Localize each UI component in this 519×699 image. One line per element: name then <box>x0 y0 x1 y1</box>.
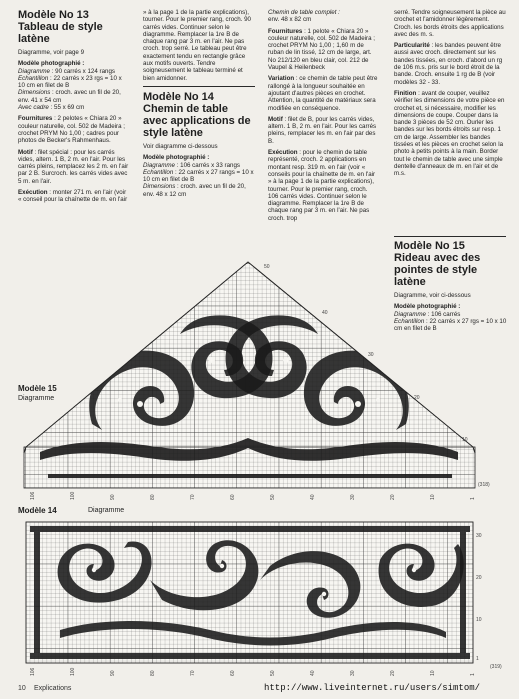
model-15-photo-heading: Modèle photographié : <box>394 303 461 311</box>
model-14-sample-label: Echantillon <box>143 168 174 176</box>
table-runner-complete-label: Chemin de table complet : <box>268 9 340 16</box>
model-14-variation-text: : ce chemin de table peut être rallongé à la longueur souhaitée en ajoutant d'autres pièces en crochet. Attention, la quantité de matériaux sera modifiée en conséquence. <box>268 75 378 112</box>
model-14-dimensions-text: : croch. avec un fil de 20, env. 48 x 12 cm <box>143 183 246 198</box>
model-14-variation-label: Variation <box>268 75 295 83</box>
chart14-column-tick: 10 <box>430 670 436 676</box>
model-14-motif-label: Motif <box>268 115 283 123</box>
section-name: Explications <box>34 685 72 692</box>
chart-14-row-tick: 30 <box>476 533 482 539</box>
chart15-column-tick: 100 <box>70 491 76 500</box>
model-14-execution-label: Exécution <box>268 149 298 157</box>
chart15-column-tick: 106 <box>30 491 36 500</box>
model-13-dimensions-text: : croch. avec un fil de 20, env. 41 x 54 cm <box>18 89 121 104</box>
model-14-diagram-ref: Voir diagramme ci-dessous <box>143 142 218 150</box>
chart14-column-tick: 80 <box>150 670 156 676</box>
table-runner-complete-size: env. 48 x 82 cm <box>268 16 312 24</box>
model-13-diagram-label: Diagramme <box>18 67 50 75</box>
model-13-execution-label: Exécution <box>18 189 48 197</box>
model-13-motif-label: Motif <box>18 148 33 156</box>
chart-15-row-tick: 30 <box>368 352 374 358</box>
model-15-diagram-ref: Diagramme, voir ci-dessous <box>394 292 471 299</box>
model-13-sample-label: Echantillon <box>18 74 49 82</box>
model-13-dimensions-label: Dimensions <box>18 89 51 97</box>
chart-14-label: Modèle 14 <box>18 506 57 515</box>
model-13-frame-label: Avec cadre <box>18 104 49 112</box>
model-14-number: Modèle No 14 <box>143 90 214 103</box>
model-13-diagram-ref: Diagramme, voir page 9 <box>18 49 85 56</box>
model-13-photo-heading: Modèle photographié : <box>18 60 85 68</box>
model-13-continued-text: » à la page 1 de la partie explications), tourner. Pour le premier rang, croch. 90 carrés vides. Continuer selon le diagramme. Remplacer la 1re B de chaque rang par 3 m. en l'air. Ne pas croch. trop serré. Le tableau peut être exactement tendu en rectangle grâce aux motifs ouverts. Tendre soigneusement le tableau terminé et bien amidonner. <box>143 9 251 82</box>
model-15-sample-text: : 22 carrés x 27 rgs = 10 x 10 cm en filet de B <box>394 317 507 333</box>
model-13-diagram-text: : 90 carrés x 124 rangs <box>49 67 115 75</box>
model-13-number: Modèle No 13 <box>18 9 89 21</box>
model-15-number: Modèle No 15 <box>394 240 465 252</box>
model-14-finishing-text: : avant de couper, veuillez vérifier les dimensions de votre pièce en crochet et, si nécessaire, modifier les dimensions de coupe. Couper dans la bande 3 pièces de 52 cm. Ourler les bandes sur les bords étroits sur resp. 1 cm de large. Assembler les bandes tissées et les pièces en crochet selon la photo à petits points à la main. Border tout le chemin de table avec une simple dentelle d'anneaux de m. en l'air et de m.s. <box>394 89 505 178</box>
model-13-motif-text: : filet spécial : pour les carrés vides, altern. 1 B, 2 m. en l'air. Pour les carrés pleins, remplacez les 2 m. en l'air par 2 B. Surcroch. les carrés vides avec 5 m. en l'air. <box>18 148 129 185</box>
model-14-continued-text: serré. Tendre soigneusement la pièce au crochet et l'amidonner légèrement. Croch. les bords étroits des applications avec des m. s. <box>394 9 506 38</box>
chart14-column-tick: 40 <box>310 670 316 676</box>
model-13-sample-text: : 22 carrés x 23 rgs = 10 x 10 cm en filet de B <box>18 74 122 90</box>
chart14-column-tick: 30 <box>350 670 356 676</box>
model-15-sample-label: Echantillon <box>394 317 425 325</box>
model-13-title: Tableau de style latène <box>18 21 103 45</box>
model-13-frame-text: : 55 x 69 cm <box>48 104 85 112</box>
model-13-supplies-text: : 2 pelotes « Chiara 20 » couleur naturelle, col. 502 de Madeira ; crochet PRYM No 1,00 ; cadres pour photos de Becker's Rahmenhaus. <box>18 115 125 145</box>
chart-15-row-tick: 10 <box>462 437 468 443</box>
chart15-column-tick: 10 <box>430 494 436 500</box>
model-14-particularity-label: Particularité <box>394 42 430 50</box>
chart15-column-tick: 60 <box>230 494 236 500</box>
model-14-diagram-text: : 106 carrés x 33 rangs <box>174 161 240 169</box>
chart-14-row-tick: 10 <box>476 617 482 623</box>
model-14-sample-text: : 22 carrés x 27 rangs = 10 x 10 cm en filet de B <box>143 168 254 184</box>
chart14-column-tick: 50 <box>270 670 276 676</box>
model-15-title: Rideau avec des pointes de style latène <box>394 252 481 288</box>
chart-14-row-tick: 1 <box>476 656 479 662</box>
chart14-column-tick: 100 <box>70 667 76 676</box>
source-watermark-url: http://www.liveinternet.ru/users/simtom/ <box>264 683 481 693</box>
model-14-dimensions-label: Dimensions <box>143 183 176 191</box>
model-14-photo-heading: Modèle photographié : <box>143 154 210 162</box>
chart15-column-tick: 90 <box>110 494 116 500</box>
chart-15-start-label: (318) <box>478 482 490 488</box>
model-14-diagram-label: Diagramme <box>143 161 175 169</box>
chart-15-label: Modèle 15 <box>18 384 57 393</box>
chart-15-sublabel: Diagramme <box>18 395 55 402</box>
chart-14-row-tick: 20 <box>476 575 482 581</box>
chart14-column-tick: 60 <box>230 670 236 676</box>
chart15-column-tick: 70 <box>190 494 196 500</box>
chart14-column-tick: 90 <box>110 670 116 676</box>
model-15-diagram-label: Diagramme <box>394 310 426 318</box>
chart-15-row-tick: 40 <box>322 310 328 316</box>
model-15-diagram-text: : 106 carrés <box>425 310 461 318</box>
chart14-column-tick: 1 <box>470 673 476 676</box>
chart14-column-tick: 20 <box>390 670 396 676</box>
chart15-column-tick: 50 <box>270 494 276 500</box>
chart15-column-tick: 30 <box>350 494 356 500</box>
model-13-execution-text: : monter 271 m. en l'air (voir « conseil pour la chaînette de m. en l'air <box>18 189 128 204</box>
chart-15-row-tick: 20 <box>414 395 420 401</box>
chart-14-start-label: (319) <box>490 664 502 670</box>
model-14-finishing-label: Finition <box>394 89 417 97</box>
chart14-column-tick: 106 <box>30 667 36 676</box>
model-14-supplies-label: Fournitures <box>268 27 303 35</box>
chart15-column-tick: 40 <box>310 494 316 500</box>
chart-14-sublabel: Diagramme <box>88 507 125 514</box>
model-14-motif-text: : filet de B, pour les carrés vides, altern. 1 B, 2 m. en l'air. Pour les carrés pleins, remplacer les m. en l'air par des B. <box>268 115 377 145</box>
chart15-column-tick: 1 <box>470 497 476 500</box>
chart-15-row-tick: 50 <box>264 264 270 270</box>
model-14-particularity-text: : les bandes peuvent être aussi avec croch. directement sur les bandes tissées, en croch. d'abord un rg de 106 m.s. pris sur le bord étroit de la bande. Croch. ensuite 1 rg de B (voir modèles 32 - 33. <box>394 42 503 86</box>
chart15-column-tick: 20 <box>390 494 396 500</box>
page-number: 10 <box>18 685 26 692</box>
chart15-column-tick: 80 <box>150 494 156 500</box>
model-14-supplies-text: : 1 pelote « Chiara 20 » couleur naturelle, col. 502 de Madeira ; crochet PRYM No 1,00 ; 1,60 m de ruban de lin tissé, 12 cm de large, art. No 212/120 en bleu clair, col. 212 de Vaupel & Heilenbeck <box>268 27 375 72</box>
model-14-execution-text: : pour le chemin de table représenté, croch. 2 applications en montant resp. 319 m. en l'air (voir « conseils pour la chaînette de m. en l'air » à la page 1 de la partie explications), tourner. Pour le premier rang, croch. 106 carrés vides. Continuer selon le diagramme. Remplacer la 1re B de chaque rang par 3 m. en l'air. Ne pas croch. trop <box>268 149 376 222</box>
model-13-supplies-label: Fournitures <box>18 115 53 123</box>
grid-14-body <box>26 522 473 663</box>
chart14-column-tick: 70 <box>190 670 196 676</box>
model-14-title: Chemin de table avec applications de style latène <box>143 102 251 139</box>
